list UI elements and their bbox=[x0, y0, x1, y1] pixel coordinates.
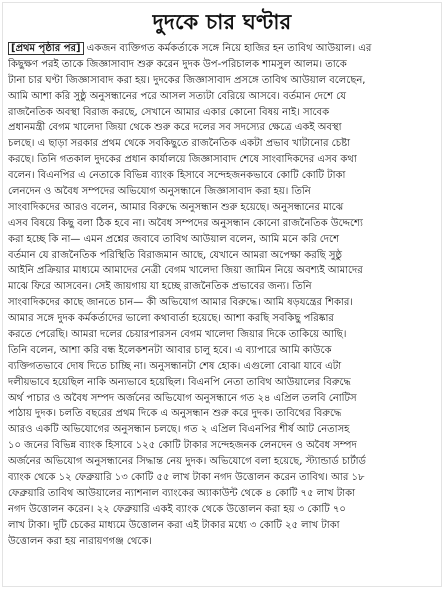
line-text: দলীয়ভাবে হয়েছিল নাকি অন্যভাবে হয়েছিল। বিএনপি নেতা তাবিথ আউয়ালের বিরুদ্ধে bbox=[8, 376, 351, 388]
line-text: অর্থ পাচার ও অবৈধ সম্পদ অর্জনের অভিযোগ অনুসন্ধানে গত ২৪ এপ্রিল তলবি নোটিস bbox=[8, 392, 357, 404]
line-text: করছে। তিনি গতকাল দুদকের প্রধান কার্যালয়ে জিজ্ঞাসাবাদ শেষে সাংবাদিকদের এসব কথা bbox=[8, 154, 357, 166]
article-line bbox=[8, 534, 438, 550]
line-text: তিনি বলেন, আশা করি বন্ধ ইলেকশনটা আবার চালু হবে। এ ব্যাপারে আমি কাউকে bbox=[8, 344, 332, 356]
line-text: সাংবাদিকদের আরও বলেন, আমার বিরুদ্ধে অনুসন্ধান শুরু হয়েছে। অনুসন্ধানের মাঝে bbox=[8, 201, 344, 213]
line-text: একজন ব্যক্তিগত কর্মকর্তাকে সঙ্গে নিয়ে হাজির হন তাবিথ আউয়াল। এর bbox=[86, 43, 372, 54]
article-line bbox=[8, 232, 438, 248]
article-line bbox=[8, 518, 438, 534]
line-text: আমার সঙ্গে দুদক কর্মকর্তাদের ভালো কথাবার্তা হয়েছে। আশা করছি সবকিছু পরিষ্কার bbox=[8, 313, 334, 325]
article-line bbox=[8, 105, 438, 121]
line-text: ফেব্রুয়ারি তাবিথ আউয়ালের ন্যাশনাল ব্যাংকের অ্যাকাউন্ট থেকে ৪ কোটি ৭৫ লাখ টাকা bbox=[8, 487, 355, 499]
line-text: অর্জনের অভিযোগ অনুসন্ধানের সিদ্ধান্ত নেয় দুদক। অভিযোগে বলা হয়েছে, স্ট্যান্ডার্ড চার্টার্ড bbox=[8, 456, 366, 468]
headline: দুদকে চার ঘণ্টার bbox=[152, 10, 292, 34]
line-text: পাঠায় দুদক। চলতি বছরের প্রথম দিকে এ অনুসন্ধান শুরু করে দুদক। তাবিথের বিরুদ্ধে bbox=[8, 408, 342, 420]
line-text: রাজনৈতিক অবস্থা বিরাজ করছে, সেখানে আমার একার কোনো বিষয় নাই। সাবেক bbox=[8, 106, 330, 118]
article-line bbox=[8, 41, 438, 57]
line-text: এসব বিষয়ে কিছু বলা ঠিক হবে না। অবৈধ সম্পদের অনুসন্ধান কোনো রাজনৈতিক উদ্দেশ্যে bbox=[8, 217, 363, 229]
article-line bbox=[8, 200, 438, 216]
article-line bbox=[8, 295, 438, 311]
article-line bbox=[8, 375, 438, 391]
line-text: বলেন। বিএনপির এ নেতাকে বিভিন্ন ব্যাংক হিসাবে সন্দেহজনকভাবে কোটি কোটি টাকা bbox=[8, 170, 346, 182]
line-text: লাখ টাকা। দুটি চেকের মাধ্যমে উত্তোলন করা এই টাকার মধ্যে ৩ কোটি ২৫ লাখ টাকা bbox=[8, 519, 340, 531]
article-line bbox=[8, 343, 438, 359]
article-line bbox=[8, 454, 438, 470]
line-text: চলছে। এ ছাড়া সরকার প্রথম থেকে সবকিছুতে রাজনৈতিক একটা প্রভাব খাটানোর চেষ্টা bbox=[8, 138, 350, 150]
line-text: লেনদেন ও অবৈধ সম্পদের অভিযোগ অনুসন্ধানে জিজ্ঞাসাবাদ করা হয়। তিনি bbox=[8, 186, 311, 198]
article-line bbox=[8, 136, 438, 152]
article-line bbox=[8, 327, 438, 343]
article-line bbox=[8, 120, 438, 136]
line-text: কিছুক্ষণ পরই তাকে জিজ্ঞাসাবাদ শুরু করেন দুদক উপ-পরিচালক শামসুল আলম। তাকে bbox=[8, 58, 347, 70]
line-text: সাংবাদিকদের কাছে জানতে চান— কী অভিযোগ আমার বিরুদ্ধে। আমি ষড়যন্ত্রের শিকার। bbox=[8, 297, 353, 309]
article-line bbox=[8, 406, 438, 422]
article-line bbox=[8, 184, 438, 200]
line-text: বর্তমান যে রাজনৈতিক পরিস্থিতি বিরাজমান আছে, যেখানে আমরা অপেক্ষা করছি সুষ্ঠু bbox=[8, 249, 342, 261]
article-line bbox=[8, 311, 438, 327]
article-line bbox=[8, 152, 438, 168]
line-text: মাঝে ফিরে আসবেন। সেই জায়গায় যা হচ্ছে রাজনৈতিক প্রভাবের জন্য। তিনি bbox=[8, 281, 312, 293]
article-line bbox=[8, 279, 438, 295]
line-text: টানা চার ঘণ্টা জিজ্ঞাসাবাদ করা হয়। দুদকের জিজ্ঞাসাবাদ প্রসঙ্গে তাবিথ আউয়াল বলেছেন, bbox=[8, 74, 366, 86]
line-text: আরও একটি অভিযোগের অনুসন্ধান চলছে। গত ২ এপ্রিল বিএনপির শীর্ষ আট নেতাসহ bbox=[8, 424, 350, 436]
article-line bbox=[8, 263, 438, 279]
line-text: ব্যাংক থেকে ১২ ফেব্রুয়ারি ১৩ কোটি ৫৫ লাখ টাকা নগদ উত্তোলন করেন তাবিথ। আর ১৮ bbox=[8, 472, 365, 484]
line-text: আইনি প্রক্রিয়ার মাধ্যমে আমাদের নেত্রী বেগম খালেদা জিয়া জামিন নিয়ে অবশ্যই আমাদের bbox=[8, 265, 363, 277]
article-line bbox=[8, 391, 438, 407]
line-text: প্রধানমন্ত্রী বেগম খালেদা জিয়া থেকে শুরু করে দলের সব সদস্যের ক্ষেত্রে একই অবস্থা bbox=[8, 122, 342, 134]
article-body bbox=[8, 41, 438, 550]
article-line bbox=[8, 57, 438, 73]
line-text: আমি আশা করি সুষ্ঠু অনুসন্ধানের পরে আসল সত্যটা বেরিয়ে আসবে। বর্তমান দেশে যে bbox=[8, 90, 346, 102]
continuation-kicker: [প্রথম পৃষ্ঠার পর] bbox=[8, 42, 84, 55]
newspaper-clipping bbox=[2, 2, 442, 587]
article-line bbox=[8, 502, 438, 518]
article-line bbox=[8, 89, 438, 105]
article-line bbox=[8, 73, 438, 89]
article-line bbox=[8, 168, 438, 184]
article-line bbox=[8, 486, 438, 502]
article-line bbox=[8, 216, 438, 232]
article-line bbox=[8, 422, 438, 438]
article-line bbox=[8, 470, 438, 486]
line-text: ১০ জনের বিভিন্ন ব্যাংক হিসাবে ১২৫ কোটি টাকার সন্দেহজনক লেনদেন ও অবৈধ সম্পদ bbox=[8, 440, 357, 452]
line-text: নগদ উত্তোলন করেন। ২২ ফেব্রুয়ারি একই ব্যাংক থেকে উত্তোলন করা হয় ৩ কোটি ৭০ bbox=[8, 503, 346, 515]
line-text: করা হচ্ছে কি না— এমন প্রশ্নের জবাবে তাবিথ আউয়াল বলেন, আমি মনে করি দেশে bbox=[8, 233, 339, 245]
article-line bbox=[8, 438, 438, 454]
line-text: ব্যক্তিগতভাবে দোষ দিতে চাচ্ছি না। অনুসন্ধানটা শেষ হোক। এগুলো বোঝা যাবে এটা bbox=[8, 360, 342, 372]
article-line bbox=[8, 248, 438, 264]
line-text: উত্তোলন করা হয় নারায়ণগঞ্জ থেকে। bbox=[8, 535, 152, 547]
article-line bbox=[8, 359, 438, 375]
line-text: করতে পেরেছি। আমরা দলের চেয়ারপারসন বেগম খালেদা জিয়ার দিকে তাকিয়ে আছি। bbox=[8, 329, 347, 341]
